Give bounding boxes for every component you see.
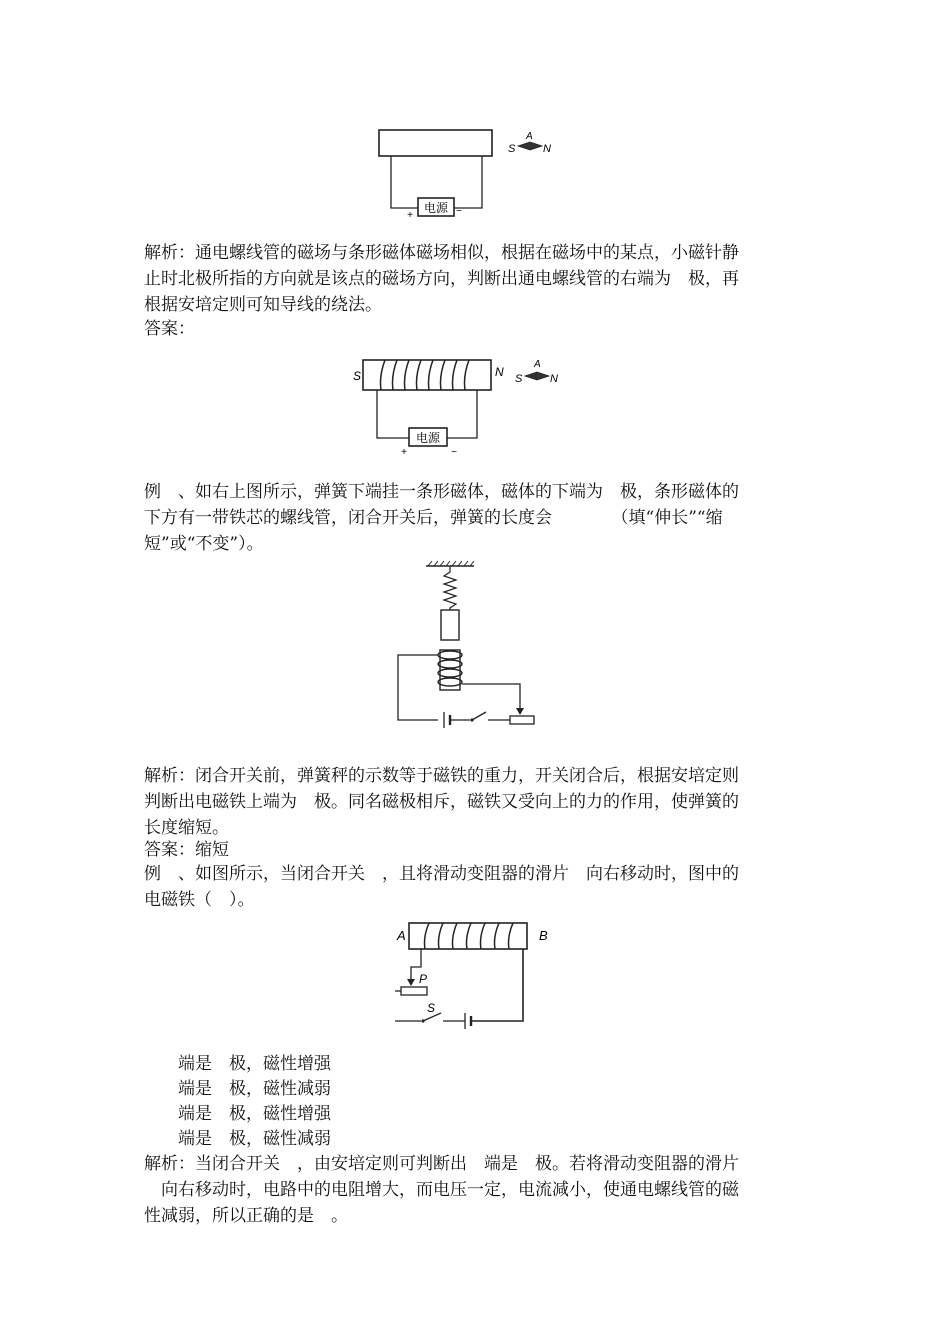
example2-line1: 例 、如右上图所示，弹簧下端挂一条形磁体，磁体的下端为 极，条形磁体的 [144, 482, 739, 502]
circuit-wire [447, 390, 477, 438]
circuit-wire [454, 156, 482, 208]
needle-s-label: S [508, 143, 516, 155]
analysis1-line3: 根据安培定则可知导线的绕法。 [144, 295, 382, 315]
needle-n-label: N [550, 373, 558, 385]
option-a: 端是 极，磁性增强 [178, 1054, 331, 1074]
switch-lever [472, 712, 486, 720]
analysis3-line1: 解析：当闭合开关 ，由安培定则可判断出 端是 极。若将滑动变阻器的滑片 [144, 1154, 739, 1174]
label-s: S [427, 1001, 436, 1015]
analysis1-line2: 止时北极所指的方向就是该点的磁场方向，判断出通电螺线管的右端为 极，再 [144, 269, 739, 289]
plus-terminal: + [407, 210, 413, 221]
needle-n-label: N [543, 143, 551, 155]
solenoid-windings [425, 923, 514, 949]
power-source-label: 电源 [415, 431, 441, 445]
analysis3-line2: 向右移动时，电路中的电阻增大，而电压一定，电流减小，使通电螺线管的磁 [144, 1180, 739, 1200]
answer1-label: 答案： [144, 319, 195, 339]
example3-line1: 例 、如图所示，当闭合开关 ，且将滑动变阻器的滑片 向右移动时，图中的 [144, 864, 739, 884]
power-source-label: 电源 [423, 201, 449, 215]
answer2: 答案：缩短 [144, 840, 229, 860]
option-c: 端是 极，磁性增强 [178, 1104, 331, 1124]
label-a: A [397, 928, 406, 943]
minus-terminal: − [456, 206, 462, 217]
figure-solenoid-blank [370, 126, 570, 222]
rheostat-slider-arrow [516, 708, 524, 715]
rheostat-slider-arrow [407, 979, 415, 986]
plus-terminal: + [401, 447, 407, 458]
figure-solenoid-wound [345, 352, 585, 458]
circuit-wire [398, 655, 438, 720]
example2-line2: 下方有一带铁芯的螺线管，闭合开关后，弹簧的长度会 （填“伸长”“缩 [144, 508, 723, 528]
analysis2-line2: 判断出电磁铁上端为 极。同名磁极相斥，磁铁又受向上的力的作用，使弹簧的 [144, 792, 739, 812]
figure-spring-magnet [388, 560, 548, 730]
rheostat [401, 987, 427, 995]
compass-needle [515, 359, 558, 385]
circuit-wire [462, 684, 520, 710]
needle-a-label: A [526, 131, 533, 142]
bar-magnet [441, 610, 459, 640]
analysis3-line3: 性减弱，所以正确的是 。 [144, 1206, 348, 1226]
right-pole-label: N [495, 365, 504, 379]
spring [444, 566, 456, 610]
analysis1-line1: 解析：通电螺线管的磁场与条形磁体磁场相似，根据在磁场中的某点，小磁针静 [144, 243, 739, 263]
option-b: 端是 极，磁性减弱 [178, 1079, 331, 1099]
example3-line2: 电磁铁（ ）。 [144, 890, 255, 910]
label-b: B [539, 928, 548, 943]
circuit-wire [377, 390, 409, 438]
needle-a-label: A [534, 359, 541, 370]
analysis2-line3: 长度缩短。 [144, 818, 229, 838]
rheostat [510, 716, 534, 724]
solenoid-windings [381, 360, 470, 390]
label-p: P [419, 972, 428, 986]
figure-electromagnet [395, 915, 560, 1033]
compass-needle [508, 131, 551, 155]
left-pole-label: S [353, 369, 362, 383]
needle-s-label: S [515, 373, 523, 385]
circuit-wire [471, 949, 523, 1021]
option-d: 端是 极，磁性减弱 [178, 1129, 331, 1149]
solenoid-body [363, 360, 491, 390]
circuit-wire [391, 156, 418, 208]
solenoid-body [379, 130, 492, 156]
analysis2-line1: 解析：闭合开关前，弹簧秤的示数等于磁铁的重力，开关闭合后，根据安培定则 [144, 766, 739, 786]
example2-line3: 短”或“不变”）。 [144, 534, 264, 554]
minus-terminal: − [451, 447, 457, 458]
